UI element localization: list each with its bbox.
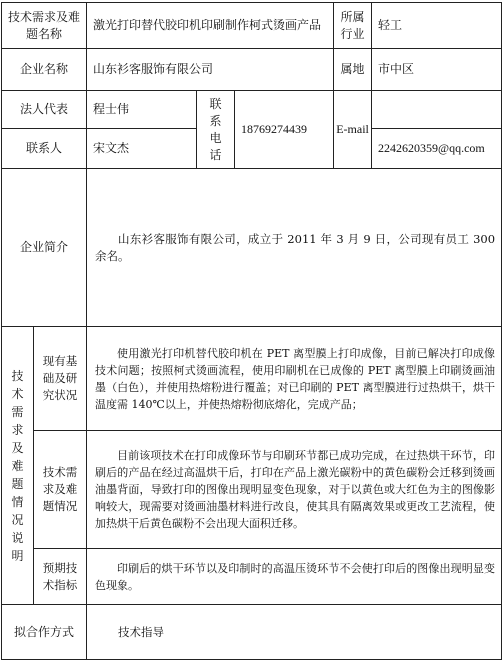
target-text: 印刷后的烘干环节以及印制时的高温压烫环节不会使打印后的图像出现明显变色现象。 (87, 549, 502, 605)
company-value: 山东衫客服饰有限公司 (87, 49, 334, 91)
location-label: 属地 (334, 49, 372, 91)
industry-label: 所属行业 (334, 3, 372, 49)
problem-text: 目前该项技术在打印成像环节与印刷环节都已成功完成，在过热烘干环节，印刷后的产品在经过高温烘干后，打印在产品上激光碳粉中的黄色碳粉会迁移到烫画油墨背面，导致打印的图像出现明显变色现象，对于以黄色或大红色为主的图像影响较大，现需要对烫画油墨材料进行改良，使其具有隔离效果或更改工艺流程，使加热烘干后黄色碳粉不会出现大面积迁移。 (87, 431, 502, 549)
profile-label: 企业简介 (2, 169, 87, 327)
legal-rep-value: 程士伟 (87, 91, 197, 129)
industry-value: 轻工 (372, 3, 502, 49)
basis-text: 使用激光打印机替代胶印机在 PET 离型膜上打印成像，目前已解决打印成像技术问题；按照柯式烫画流程，使用印刷机在已成像的 PET 离型膜上印刷烫画油墨（白色），并使用热熔粉进行覆盖；对已印刷的 PET 离型膜进行过热烘干，烘干温度需 140℃以上，并使热熔粉彻底熔化，完成产品； (87, 327, 502, 431)
coop-value: 技术指导 (87, 605, 502, 660)
email-label: E-mail (334, 91, 372, 169)
contact-value: 宋文杰 (87, 129, 197, 169)
phone-label: 联系电话 (197, 91, 235, 169)
profile-text: 山东衫客服饰有限公司，成立于 2011 年 3 月 9 日，公司现有员工 300 余名。 (87, 169, 502, 327)
section-label: 技术需求及难题情况说明 (2, 327, 34, 605)
coop-label: 拟合作方式 (2, 605, 87, 660)
form-table (1, 2, 502, 660)
demand-value: 激光打印替代胶印机印刷制作柯式烫画产品 (87, 3, 334, 49)
basis-label: 现有基础及研究状况 (34, 327, 87, 431)
company-label: 企业名称 (2, 49, 87, 91)
email-value: 2242620359@qq.com (372, 129, 502, 169)
contact-label: 联系人 (2, 129, 87, 169)
demand-label: 技术需求及难题名称 (2, 3, 87, 49)
target-label: 预期技术指标 (34, 549, 87, 605)
email-top-blank (372, 91, 502, 129)
location-value: 市中区 (372, 49, 502, 91)
phone-value: 18769274439 (235, 91, 334, 169)
problem-label: 技术需求及难题情况 (34, 431, 87, 549)
legal-rep-label: 法人代表 (2, 91, 87, 129)
